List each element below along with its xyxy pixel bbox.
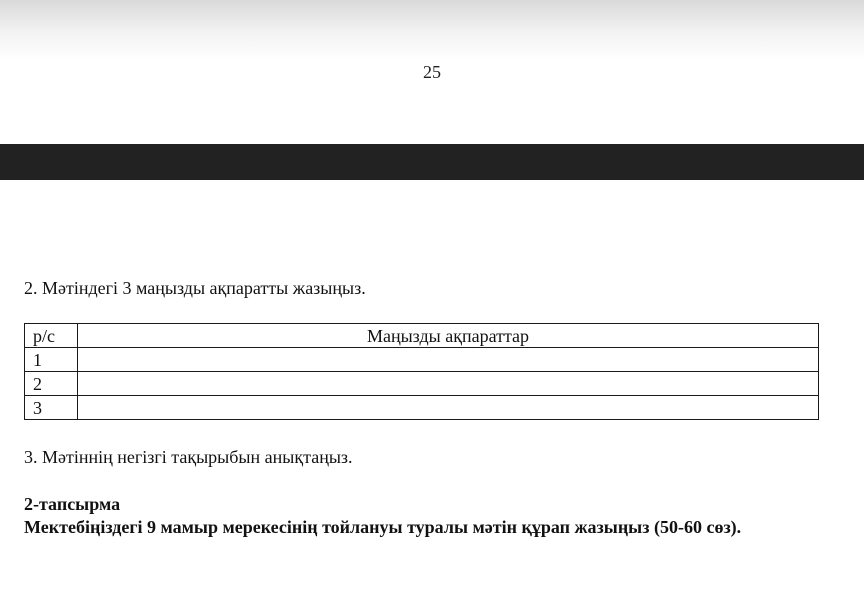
row-number: 3 (25, 396, 78, 420)
task-3-instruction: 3. Мәтіннің негізгі тақырыбын анықтаңыз. (24, 447, 353, 467)
info-cell[interactable] (78, 396, 819, 420)
table-row (25, 372, 819, 396)
page-divider-bar (0, 144, 864, 180)
page-number: 25 (423, 62, 441, 82)
page-top-shadow (0, 0, 864, 60)
column-header-number: р/с (25, 324, 78, 348)
table-row (25, 348, 819, 372)
row-number: 1 (25, 348, 78, 372)
assignment-title: 2-тапсырма (24, 494, 121, 514)
info-cell[interactable] (78, 372, 819, 396)
assignment-block (24, 493, 819, 539)
table-row (25, 396, 819, 420)
key-info-table (24, 323, 819, 420)
column-header-info: Маңызды ақпараттар (78, 324, 819, 348)
info-cell[interactable] (78, 348, 819, 372)
table-header-row (25, 324, 819, 348)
task-2-instruction: 2. Мәтіндегі 3 маңызды ақпаратты жазыңыз. (24, 278, 366, 298)
row-number: 2 (25, 372, 78, 396)
assignment-text: Мектебіңіздегі 9 мамыр мерекесінің тойлануы туралы мәтін құрап жазыңыз (50-60 сөз). (24, 517, 742, 537)
